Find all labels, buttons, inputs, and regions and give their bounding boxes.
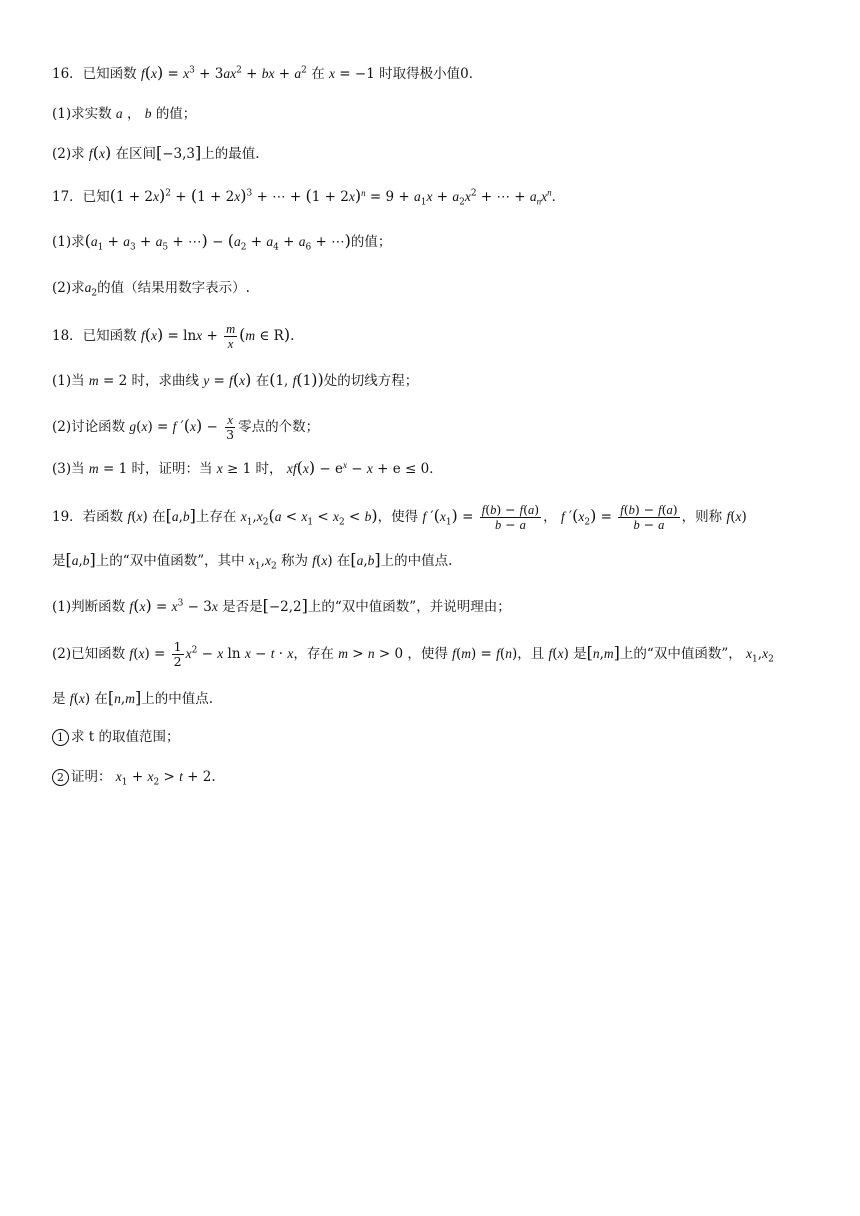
q18-stem: 18．已知函数 f(x) = lnx + $\frac{m}{x}$ (m ∈ R). (52, 322, 295, 351)
q19-sub1: 1 求 t 的取值范围； (52, 727, 180, 747)
q16-stem: 16．已知函数 $f(x) = x^3 + 3ax^2$ + bx + $a^2$ 在 x = −1 时取得极小值0． (52, 63, 483, 82)
q19-part2-line2: 是 f(x) 在[n,m]上的中值点. (52, 688, 213, 707)
q19-stem-line2: 是[a,b]上的“双中值函数”，其中 $x_1,x_2$ 称为 f(x) 在[a,b]上的中值点. (52, 550, 453, 572)
fraction-difference-quotient-1: $\frac{f(b) - f(a)}{b - a}$ (481, 502, 540, 532)
q19-sub2: 2 证明： $x_1 + x_2 > t + 2$. (52, 767, 216, 787)
q19-stem-line1: 19．若函数 f(x) 在[a,b]上存在 $x_1,x_2(a < x_1 < x_2 < b)$，使得 f $'(x_1)$ = $\frac{f(b) - f(a)}{b - a}$ ， f $'(x_2)$ = $\frac{f(b) - f(a)}{b - a}$ ，则称 f(x) (52, 502, 747, 532)
q18-part3: (3)当 m = 1 时，证明：当 x ≥ 1 时， $xf(x) - e^x - x + e \le 0$． (52, 458, 443, 477)
q18-part1: (1)当 m = 2 时，求曲线 y = f(x) 在(1, f(1))处的切线方程； (52, 370, 419, 389)
fraction-m-over-x: $\frac{m}{x}$ (226, 322, 236, 351)
fraction-x-over-3: $\frac{x}{3}$ (226, 413, 235, 442)
circled-number-2: 2 (52, 769, 69, 786)
q17-part2: (2)求$a_2$的值（结果用数字表示）. (52, 280, 250, 299)
circled-number-1: 1 (52, 729, 69, 746)
q19-part2-line1: (2)已知函数 f(x) = $\frac{1}{2}$ $x^2 - x$ ln x − t · x，存在 m > n > 0 ，使得 f(m) = f(n)，且 f(x) 是[n,m]上的“双中值函数”， $x_1,x_2$ (52, 639, 774, 669)
q17-part1: (1)求($a_1 + a_3 + a_5$ + ⋯) − ($a_2 + a_4 + a_6$ + ⋯)的值； (52, 231, 392, 253)
fraction-one-half: $\frac{1}{2}$ (173, 639, 182, 669)
q17-stem: 17．已知$(1 + 2x)^2 + (1 + 2x)^3$ + ⋯ + $(1 + 2x)^n = 9 + a_1x + a_2x^2$ + ⋯ + $a_nx^n$． (52, 186, 566, 208)
q19-part1: (1)判断函数 $f(x) = x^3 - 3x$ 是否是[−2,2]上的“双中值函数”，并说明理由； (52, 596, 511, 615)
q18-part2: (2)讨论函数 g(x) = f ′(x) − $\frac{x}{3}$ 零点的个数； (52, 413, 320, 442)
fraction-difference-quotient-2: $\frac{f(b) - f(a)}{b - a}$ (620, 502, 678, 532)
q16-part2: (2)求 f(x) 在区间[−3,3]上的最值. (52, 143, 260, 162)
q16-part1: (1)求实数 a ， b 的值； (52, 106, 197, 122)
